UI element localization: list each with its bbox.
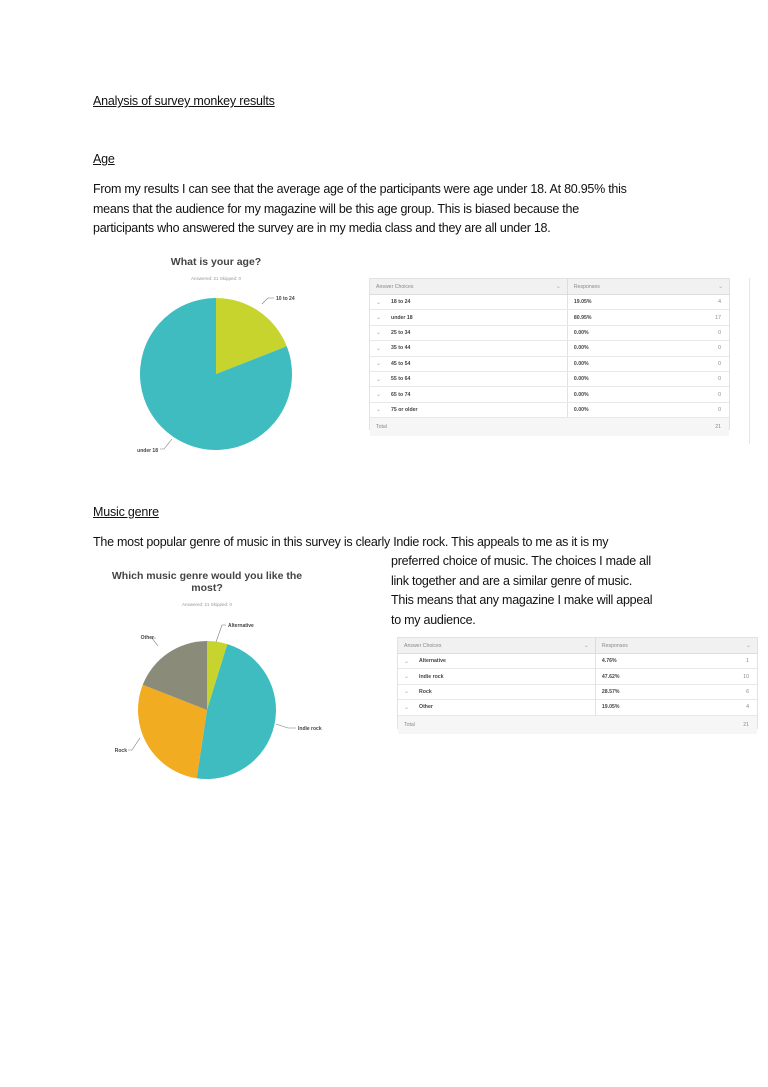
row-count: 0 (718, 329, 721, 336)
row-count: 1 (746, 658, 749, 665)
genre-label-leader (216, 625, 226, 642)
genre-slices (138, 641, 276, 779)
table-row (370, 341, 729, 356)
row-percent: 0.00% (573, 345, 589, 352)
genre-label-leader (128, 738, 140, 750)
genre-pie-chart (100, 562, 340, 787)
music-line: preferred choice of music. The choices I made all (391, 554, 651, 568)
genre-chart-title: Which music genre would you like the (111, 570, 303, 582)
chevron-icon[interactable]: ⌄ (404, 704, 410, 711)
music-line: to my audience. (391, 612, 476, 627)
age-line: participants who answered the survey are in my media class and they are all under 18. (93, 221, 551, 235)
table-row (370, 387, 729, 402)
col-answer-choices: Answer Choices (376, 283, 414, 290)
row-percent: 0.00% (573, 329, 589, 336)
row-count: 10 (743, 673, 749, 680)
total-label: Total (404, 721, 415, 728)
genre-chart-meta: Answered: 21 Skipped: 0 (181, 602, 233, 607)
table-row (398, 700, 757, 715)
genre-table (397, 637, 758, 729)
genre-slice-label: Alternative (228, 623, 254, 629)
table-header (398, 638, 757, 654)
row-percent: 80.95% (573, 314, 592, 321)
table-row (398, 654, 757, 669)
chevron-down-icon[interactable]: ⌄ (745, 643, 751, 649)
age-paragraph (93, 180, 627, 239)
age-pie-chart (120, 248, 320, 463)
music-heading: Music genre (93, 505, 159, 519)
genre-slice-label: Indie rock (298, 726, 322, 732)
total-label: Total (376, 424, 387, 431)
chevron-icon[interactable]: ⌄ (376, 376, 382, 383)
row-choice: 75 or older (391, 406, 418, 413)
genre-label-leader (276, 724, 296, 728)
chevron-down-icon[interactable]: ⌄ (555, 284, 561, 290)
row-choice: Indie rock (419, 673, 444, 680)
age-chart-title: What is your age? (170, 256, 262, 268)
genre-slice-label: Rock (114, 748, 127, 754)
row-count: 0 (718, 345, 721, 352)
chevron-icon[interactable]: ⌄ (376, 299, 382, 306)
chevron-icon[interactable]: ⌄ (376, 392, 382, 399)
row-choice: 25 to 34 (391, 329, 411, 336)
row-count: 6 (746, 688, 749, 695)
table-row (370, 372, 729, 387)
music-line-1 (93, 533, 608, 553)
row-count: 4 (746, 704, 749, 711)
music-line: This means that any magazine I make will appeal (391, 593, 653, 607)
row-choice: 35 to 44 (391, 345, 411, 352)
row-percent: 19.05% (573, 299, 592, 306)
table-row (370, 357, 729, 372)
chevron-icon[interactable]: ⌄ (376, 315, 382, 322)
age-label-leader (262, 298, 274, 304)
total-value: 21 (743, 721, 749, 728)
table-header (370, 279, 729, 295)
chevron-down-icon[interactable]: ⌄ (583, 643, 589, 649)
chevron-icon[interactable]: ⌄ (376, 330, 382, 337)
chevron-icon[interactable]: ⌄ (404, 689, 410, 696)
table-row (370, 326, 729, 341)
music-line: link together and are a similar genre of music. (391, 573, 633, 588)
chevron-icon[interactable]: ⌄ (376, 345, 382, 352)
row-percent: 0.00% (573, 360, 589, 367)
table-total-row (370, 418, 729, 436)
total-value: 21 (715, 424, 721, 431)
genre-slice-label: Other (140, 635, 154, 641)
table-row (370, 403, 729, 418)
row-percent: 0.00% (573, 376, 589, 383)
music-line: The most popular genre of music in this survey is clearly Indie rock. This appeals to me as it is my (93, 535, 609, 549)
table-row (370, 310, 729, 325)
chevron-icon[interactable]: ⌄ (376, 361, 382, 368)
row-count: 4 (718, 299, 721, 306)
age-slices (140, 298, 292, 450)
chevron-icon[interactable]: ⌄ (404, 658, 410, 665)
row-choice: 18 to 24 (391, 299, 411, 306)
chevron-down-icon[interactable]: ⌄ (717, 284, 723, 290)
col-responses: Responses (601, 642, 628, 649)
row-percent: 4.76% (601, 658, 617, 665)
divider (749, 278, 750, 444)
table-row (398, 669, 757, 684)
row-percent: 0.00% (573, 406, 589, 413)
age-label-leader (160, 439, 172, 449)
page-title: Analysis of survey monkey results (93, 94, 275, 108)
col-answer-choices: Answer Choices (404, 642, 442, 649)
row-choice: Rock (419, 688, 432, 695)
row-count: 17 (715, 314, 721, 321)
table-row (370, 295, 729, 310)
row-count: 0 (718, 406, 721, 413)
table-total-row (398, 716, 757, 734)
age-table (369, 278, 730, 430)
row-percent: 28.57% (601, 688, 620, 695)
age-slice-label: under 18 (137, 448, 158, 454)
row-percent: 19.05% (601, 704, 620, 711)
age-slice-label: 10 to 24 (276, 296, 295, 302)
row-count: 0 (718, 360, 721, 367)
row-choice: under 18 (391, 314, 413, 321)
row-choice: Alternative (419, 658, 446, 665)
age-chart-meta: Answered: 21 Skipped: 0 (190, 276, 242, 281)
row-count: 0 (718, 391, 721, 398)
age-line: From my results I can see that the average age of the participants were age under 18. At 80.95% this (93, 182, 627, 196)
music-paragraph (391, 552, 652, 630)
row-choice: 55 to 64 (391, 376, 411, 383)
genre-chart-title: most? (191, 582, 223, 594)
row-choice: 45 to 54 (391, 360, 411, 367)
row-count: 0 (718, 376, 721, 383)
age-heading: Age (93, 152, 115, 166)
chevron-icon[interactable]: ⌄ (376, 407, 382, 414)
row-percent: 0.00% (573, 391, 589, 398)
col-responses: Responses (573, 283, 600, 290)
row-choice: Other (419, 704, 433, 711)
chevron-icon[interactable]: ⌄ (404, 674, 410, 681)
row-choice: 65 to 74 (391, 391, 411, 398)
age-line: means that the audience for my magazine will be this age group. This is biased because the (93, 201, 579, 216)
table-row (398, 685, 757, 700)
row-percent: 47.62% (601, 673, 620, 680)
